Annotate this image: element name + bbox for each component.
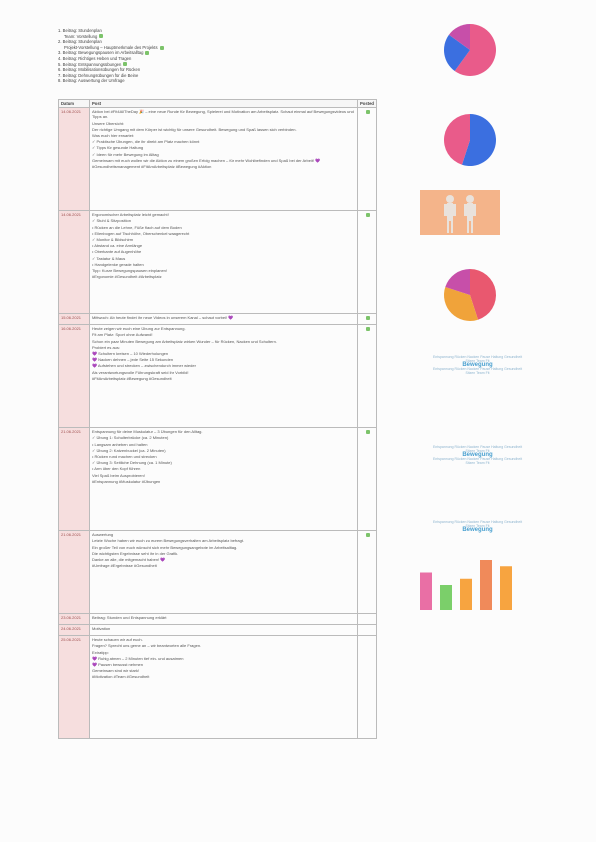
post-line: ✓ Tastatur & Maus [92, 255, 126, 261]
table-row [59, 428, 377, 531]
post-line: #Umfrage #Ergebnisse #Gesundheit [92, 563, 157, 569]
post-line: 💜 Aufstehen und strecken – zwischendurch immer wieder [92, 363, 196, 369]
attachment-column [400, 0, 596, 842]
table-row [59, 625, 377, 636]
post-line: Gemeinsam sind wir stark! [92, 668, 140, 674]
posted-check-icon [366, 327, 370, 331]
post-line: • Handgelenke gerade halten [92, 261, 144, 267]
post-line: Viel Spaß beim Ausprobieren! [92, 472, 145, 478]
post-line: • Langsam anheben und halten [92, 441, 148, 447]
post-line: • Rücken rund machen und strecken [92, 454, 157, 460]
post-line: ✓ Praktische Übungen, die ihr direkt am Platz machen könnt [92, 139, 200, 145]
toc-item: Team: Vorstellung [58, 34, 338, 40]
post-line: 💜 Pausen bewusst nehmen [92, 662, 144, 668]
row-post-text [90, 614, 358, 625]
row-posted [358, 428, 377, 531]
posted-check-icon [366, 430, 370, 434]
toc-item: 8. Beitrag: Auswertung der Umfrage [58, 78, 125, 84]
post-line: 💜 Schultern kreisen – 10 Wiederholungen [92, 351, 169, 357]
toc-item: 3. Beitrag: Bewegungspausen im Arbeitsalltag [58, 50, 338, 56]
check-icon [145, 51, 149, 55]
posted-check-icon [366, 316, 370, 320]
post-line: Beitrag: Stunden und Entspannung erklärt [92, 615, 167, 621]
row-post-text [90, 428, 358, 531]
post-line: Danke an alle, die mitgemacht haben! 💜 [92, 557, 166, 563]
word-cloud-1: Entspannung Rücken Nacken Pause Haltung Gesundheit Sitzen Team Fit Bewegung Entspannung Rücken Nacken Pause Haltung Gesundheit Sitzen Team Fit [432, 355, 523, 375]
table-row [59, 636, 377, 739]
posted-check-icon [366, 533, 370, 537]
post-line: Entspannung für deine Muskulatur – 3 Übungen für den Alltag. [92, 429, 203, 435]
header-posted: Posted [358, 100, 377, 108]
bar [500, 566, 512, 610]
table-row [59, 108, 377, 211]
post-line: 💜 Ruhig atmen – 2 Minuten tief ein- und ausatmen [92, 655, 184, 661]
pie-chart-1 [440, 20, 500, 80]
row-date: 14.06.2021 [59, 108, 90, 211]
row-posted [358, 314, 377, 325]
bar [480, 560, 492, 610]
row-date: 16.06.2021 [59, 325, 90, 428]
post-line: Schon ein paar Minuten Bewegung am Arbeitsplatz wirken Wunder – für Rücken, Nacken und Schultern. [92, 338, 277, 344]
post-line: Heute zeigen wir euch eine Übung zur Entspannung. [92, 326, 186, 332]
row-posted [358, 614, 377, 625]
post-line: Aktion bei #Fit4AllTheDay 🎉 – eine neue Runde für Bewegung, Spielerei und Motivation am Arbeitsplatz. Schaut einmal auf Bewegungsvideos und Tipps an. [92, 109, 354, 120]
toc-item: 4. Beitrag: Richtiges Heben und Tragen [58, 55, 132, 61]
table-header-row [59, 100, 377, 108]
post-line: ✓ Tipps für gesunde Haltung [92, 145, 144, 151]
row-posted [358, 636, 377, 739]
post-line: • Rücken an die Lehne, Füße flach auf dem Boden [92, 224, 182, 230]
row-post-text [90, 636, 358, 739]
row-posted [358, 325, 377, 428]
bar [440, 585, 452, 610]
post-line: Extratipp: [92, 649, 109, 655]
check-icon [160, 46, 164, 50]
post-line: ✓ Stuhl & Sitzposition [92, 218, 131, 224]
row-post-text [90, 314, 358, 325]
pie-chart-3 [440, 265, 500, 325]
posted-check-icon [366, 213, 370, 217]
post-line: Mittwoch: Ab heute findet ihr neue Videos in unserem Kanal – schaut vorbei! 💜 [92, 315, 234, 321]
toc-item: Projekt-Vorstellung – Hauptmerkmale des Projekts [58, 45, 338, 51]
post-line: Der richtige Umgang mit dem Körper ist wichtig für unsere Gesundheit. Bewegung und Spaß lassen sich verbinden. [92, 126, 297, 132]
post-line: ✓ Übung 2: Katzenbuckel (ca. 2 Minuten) [92, 447, 166, 453]
exercise-image [420, 190, 500, 235]
row-date: 25.06.2021 [59, 636, 90, 739]
post-line: Tipp: Kurze Bewegungspausen einplanen! [92, 268, 168, 274]
post-line: 💜 Nacken dehnen – jede Seite 15 Sekunden [92, 357, 174, 363]
post-line: ✓ Übung 1: Schulterbrücke (ca. 2 Minuten) [92, 435, 169, 441]
row-date: 21.06.2021 [59, 428, 90, 531]
post-line: Was euch hier erwartet: [92, 133, 135, 139]
word-cloud-2: Entspannung Rücken Nacken Pause Haltung Gesundheit Sitzen Team Fit Bewegung Entspannung Rücken Nacken Pause Haltung Gesundheit Sitzen Team Fit [432, 445, 523, 465]
row-post-text [90, 108, 358, 211]
post-line: Ein großer Teil von euch wünscht sich mehr Bewegungsangebote im Arbeitsalltag. [92, 544, 238, 550]
post-line: Fragen? Sprecht uns gerne an – wir beantworten alle Fragen. [92, 643, 202, 649]
post-line: #FitAmArbeitsplatz #Bewegung #Gesundheit [92, 375, 172, 381]
table-row [59, 614, 377, 625]
check-icon [99, 34, 103, 38]
post-line: ✓ Übung 3: Seitliche Dehnung (ca. 1 Minute) [92, 460, 172, 466]
post-line: Unsere Übersicht: [92, 120, 125, 126]
table-row [59, 325, 377, 428]
row-date: 24.06.2021 [59, 625, 90, 636]
bar-chart [415, 555, 515, 610]
row-post-text [90, 211, 358, 314]
post-line: • Abstand ca. eine Armlänge [92, 243, 143, 249]
post-line: Letzte Woche haben wir euch zu eurem Bewegungsverhalten am Arbeitsplatz befragt. [92, 538, 245, 544]
pie-chart-2 [440, 110, 500, 170]
post-line: Als verantwortungsvolle Führungskraft seid ihr Vorbild! [92, 369, 189, 375]
row-post-text [90, 531, 358, 614]
row-posted [358, 531, 377, 614]
row-date: 14.06.2021 [59, 211, 90, 314]
post-line: Fit am Platz: Sport ohne Aufwand! [92, 332, 153, 338]
row-date: 21.06.2021 [59, 531, 90, 614]
table-row [59, 314, 377, 325]
post-line: Die wichtigsten Ergebnisse seht ihr in der Grafik. [92, 550, 179, 556]
post-line: Motivation [92, 626, 111, 632]
toc-item: 1. Beitrag: Stundenplan [58, 28, 102, 33]
post-line: #Motivation #Team #Gesundheit [92, 674, 150, 680]
row-date: 15.06.2021 [59, 314, 90, 325]
bar [460, 579, 472, 610]
table-row [59, 211, 377, 314]
post-line: Auswertung [92, 532, 114, 538]
word-cloud-3: Entspannung Rücken Nacken Pause Haltung Gesundheit Sitzen Team Fit Bewegung [432, 520, 523, 533]
row-posted [358, 625, 377, 636]
row-posted [358, 108, 377, 211]
table-row [59, 531, 377, 614]
toc-item: 6. Beitrag: Mobilisationsübungen für Rücken [58, 67, 141, 73]
post-line: ✓ Monitor & Bildschirm [92, 237, 134, 243]
post-line: • Arm über den Kopf führen [92, 466, 141, 472]
post-line: #Gesundheitsmanagement #FitAmArbeitsplatz #Bewegung #Aktion [92, 164, 212, 170]
header-post: Post [90, 100, 358, 108]
toc-item: 2. Beitrag: Stundenplan [58, 39, 102, 45]
post-schedule-table [58, 99, 377, 739]
check-icon [123, 62, 127, 66]
post-line: Ergonomischer Arbeitsplatz leicht gemacht! [92, 212, 169, 218]
post-line: Gemeinsam mit euch wollen wir die Aktion zu einem großen Erfolg machen – für mehr Wohlbefinden und Spaß bei der Arbeit! 💜 [92, 157, 321, 163]
row-date: 23.06.2021 [59, 614, 90, 625]
posted-check-icon [366, 110, 370, 114]
bar [420, 573, 432, 611]
post-line: ✓ Ideen für mehr Bewegung im Alltag [92, 151, 159, 157]
post-line: • Ellenbogen auf Tischhöhe, Oberschenkel waagerecht [92, 230, 190, 236]
post-line: Heute schauen wir auf euch. [92, 637, 143, 643]
table-of-contents [58, 28, 338, 84]
post-line: #Ergonomie #Gesundheit #Arbeitsplatz [92, 274, 162, 280]
post-line: • Oberkante auf Augenhöhe [92, 249, 142, 255]
toc-item: 7. Beitrag: Dehnungsübungen für die Beine [58, 72, 139, 78]
row-post-text [90, 625, 358, 636]
row-post-text [90, 325, 358, 428]
header-date: Datum [59, 100, 90, 108]
post-line: #Entspannung #Muskulatur #Übungen [92, 478, 161, 484]
row-posted [358, 211, 377, 314]
post-line: Probiert es aus: [92, 344, 121, 350]
toc-item: 5. Beitrag: Entspannungsübungen [58, 62, 338, 68]
